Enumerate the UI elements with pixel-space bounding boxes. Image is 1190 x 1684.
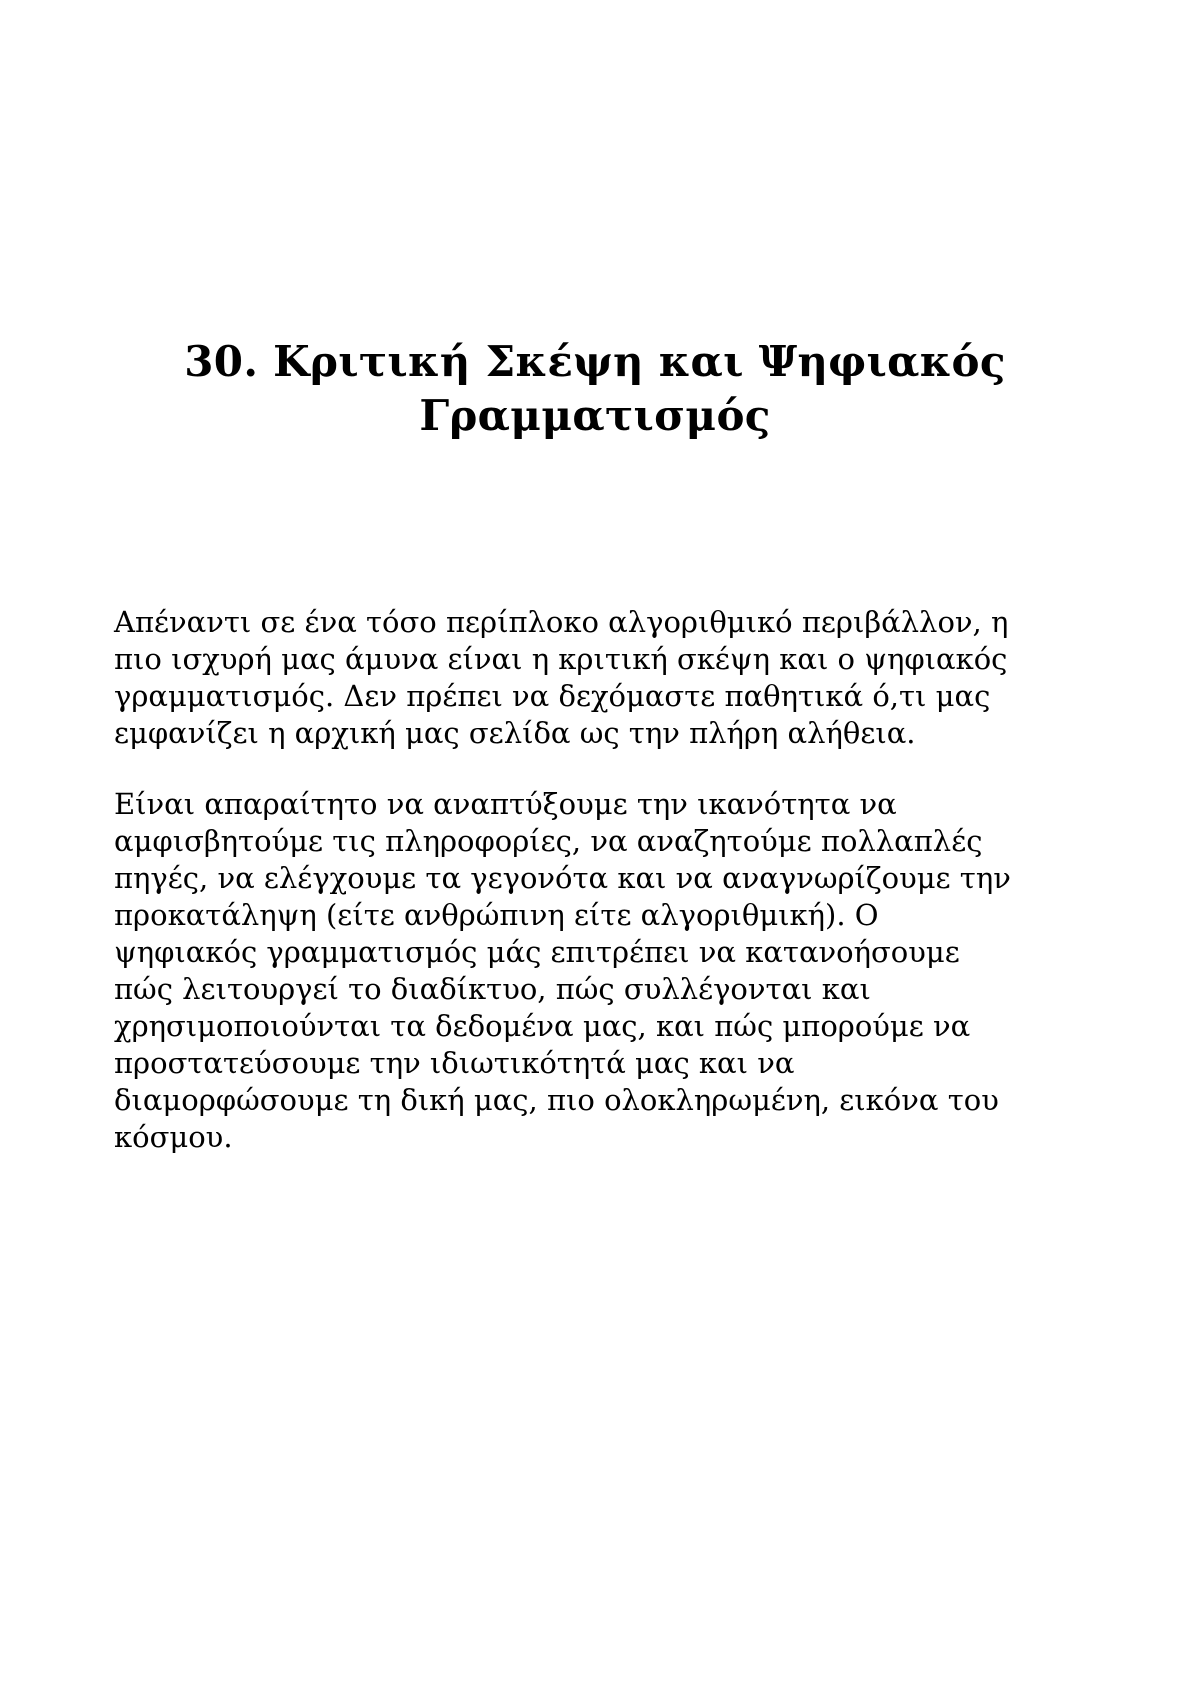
text-line: διαμορφώσουμε τη δική μας, πιο ολοκληρωμένη, εικόνα του [114, 1083, 999, 1117]
paragraph-1 [114, 604, 1076, 752]
paragraph-2 [114, 786, 1076, 1156]
chapter-title-line: 30. Κριτική Σκέψη και Ψηφιακός [184, 337, 1006, 386]
text-line: πηγές, να ελέγχουμε τα γεγονότα και να αναγνωρίζουμε την [114, 861, 1011, 895]
body-text [114, 604, 1076, 1190]
text-line: αμφισβητούμε τις πληροφορίες, να αναζητούμε πολλαπλές [114, 824, 983, 858]
text-line: χρησιμοποιούνται τα δεδομένα μας, και πώς μπορούμε να [114, 1009, 971, 1043]
chapter-title-line: Γραμματισμός [419, 391, 771, 440]
chapter-title [150, 335, 1040, 443]
text-line: πώς λειτουργεί το διαδίκτυο, πώς συλλέγονται και [114, 972, 871, 1006]
text-line: γραμματισμός. Δεν πρέπει να δεχόμαστε παθητικά ό,τι μας [114, 679, 991, 713]
text-line: κόσμου. [114, 1120, 233, 1154]
text-line: προκατάληψη (είτε ανθρώπινη είτε αλγοριθμική). Ο [114, 898, 879, 932]
text-line: ψηφιακός γραμματισμός μάς επιτρέπει να κατανοήσουμε [114, 935, 960, 969]
text-line: Είναι απαραίτητο να αναπτύξουμε την ικανότητα να [114, 787, 897, 821]
text-line: Απέναντι σε ένα τόσο περίπλοκο αλγοριθμικό περιβάλλον, η [114, 605, 1009, 639]
text-line: προστατεύσουμε την ιδιωτικότητά μας και να [114, 1046, 795, 1080]
text-line: πιο ισχυρή μας άμυνα είναι η κριτική σκέψη και ο ψηφιακός [114, 642, 1008, 676]
text-line: εμφανίζει η αρχική μας σελίδα ως την πλήρη αλήθεια. [114, 716, 916, 750]
